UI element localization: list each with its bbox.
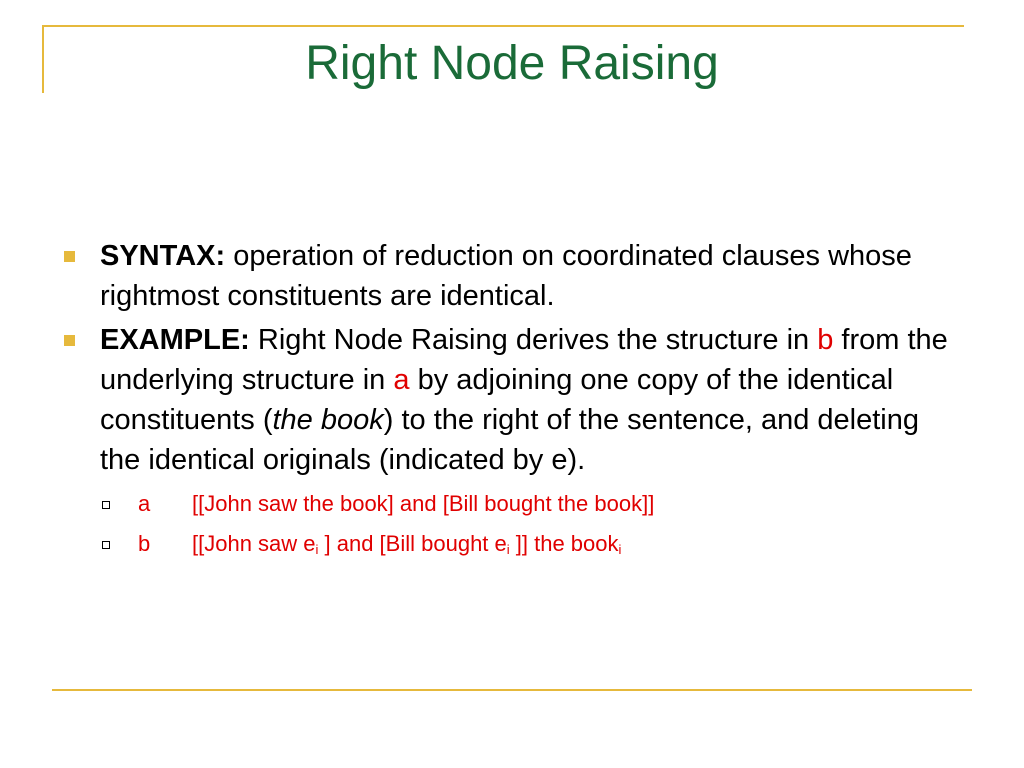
hollow-square-bullet-icon [102,501,110,509]
example-list [60,484,960,564]
slide-title: Right Node Raising [305,37,719,90]
bullet-square-icon [64,335,75,346]
example-italic: the book [272,404,384,436]
example-item-a [100,484,960,524]
example-sentence-part: [[John saw e [192,531,316,556]
syntax-label: SYNTAX: [100,240,226,272]
example-text-4: ) to the right of the sentence, and deleting the identical originals (indicated by e). [100,404,920,476]
example-text-3: by adjoining one copy of the identical constituents ( [100,364,894,436]
example-letter: b [138,531,151,556]
example-text-1: Right Node Raising derives the structure in [249,324,818,356]
example-letter: a [138,491,151,516]
example-label: EXAMPLE: [100,324,250,356]
bullet-example [60,320,960,480]
example-text-2: from the underlying structure in [100,324,948,396]
subscript: i [506,542,510,557]
slide-content [60,236,960,564]
bullet-square-icon [64,251,75,262]
example-ref-b: b [817,324,834,356]
example-ref-a: a [393,364,410,396]
frame-bottom-line [52,689,972,691]
subscript: i [618,542,622,557]
bullet-syntax [60,236,960,316]
subscript: i [315,542,319,557]
hollow-square-bullet-icon [102,541,110,549]
frame-top-line [42,25,964,27]
example-sentence-part: ] and [Bill bought e [318,531,507,556]
example-item-b [100,524,960,564]
example-sentence-part: ]] the book [509,531,619,556]
example-sentence: [[John saw the book] and [Bill bought the book]] [192,491,655,516]
syntax-text: operation of reduction on coordinated clauses whose rightmost constituents are identical. [100,240,912,312]
